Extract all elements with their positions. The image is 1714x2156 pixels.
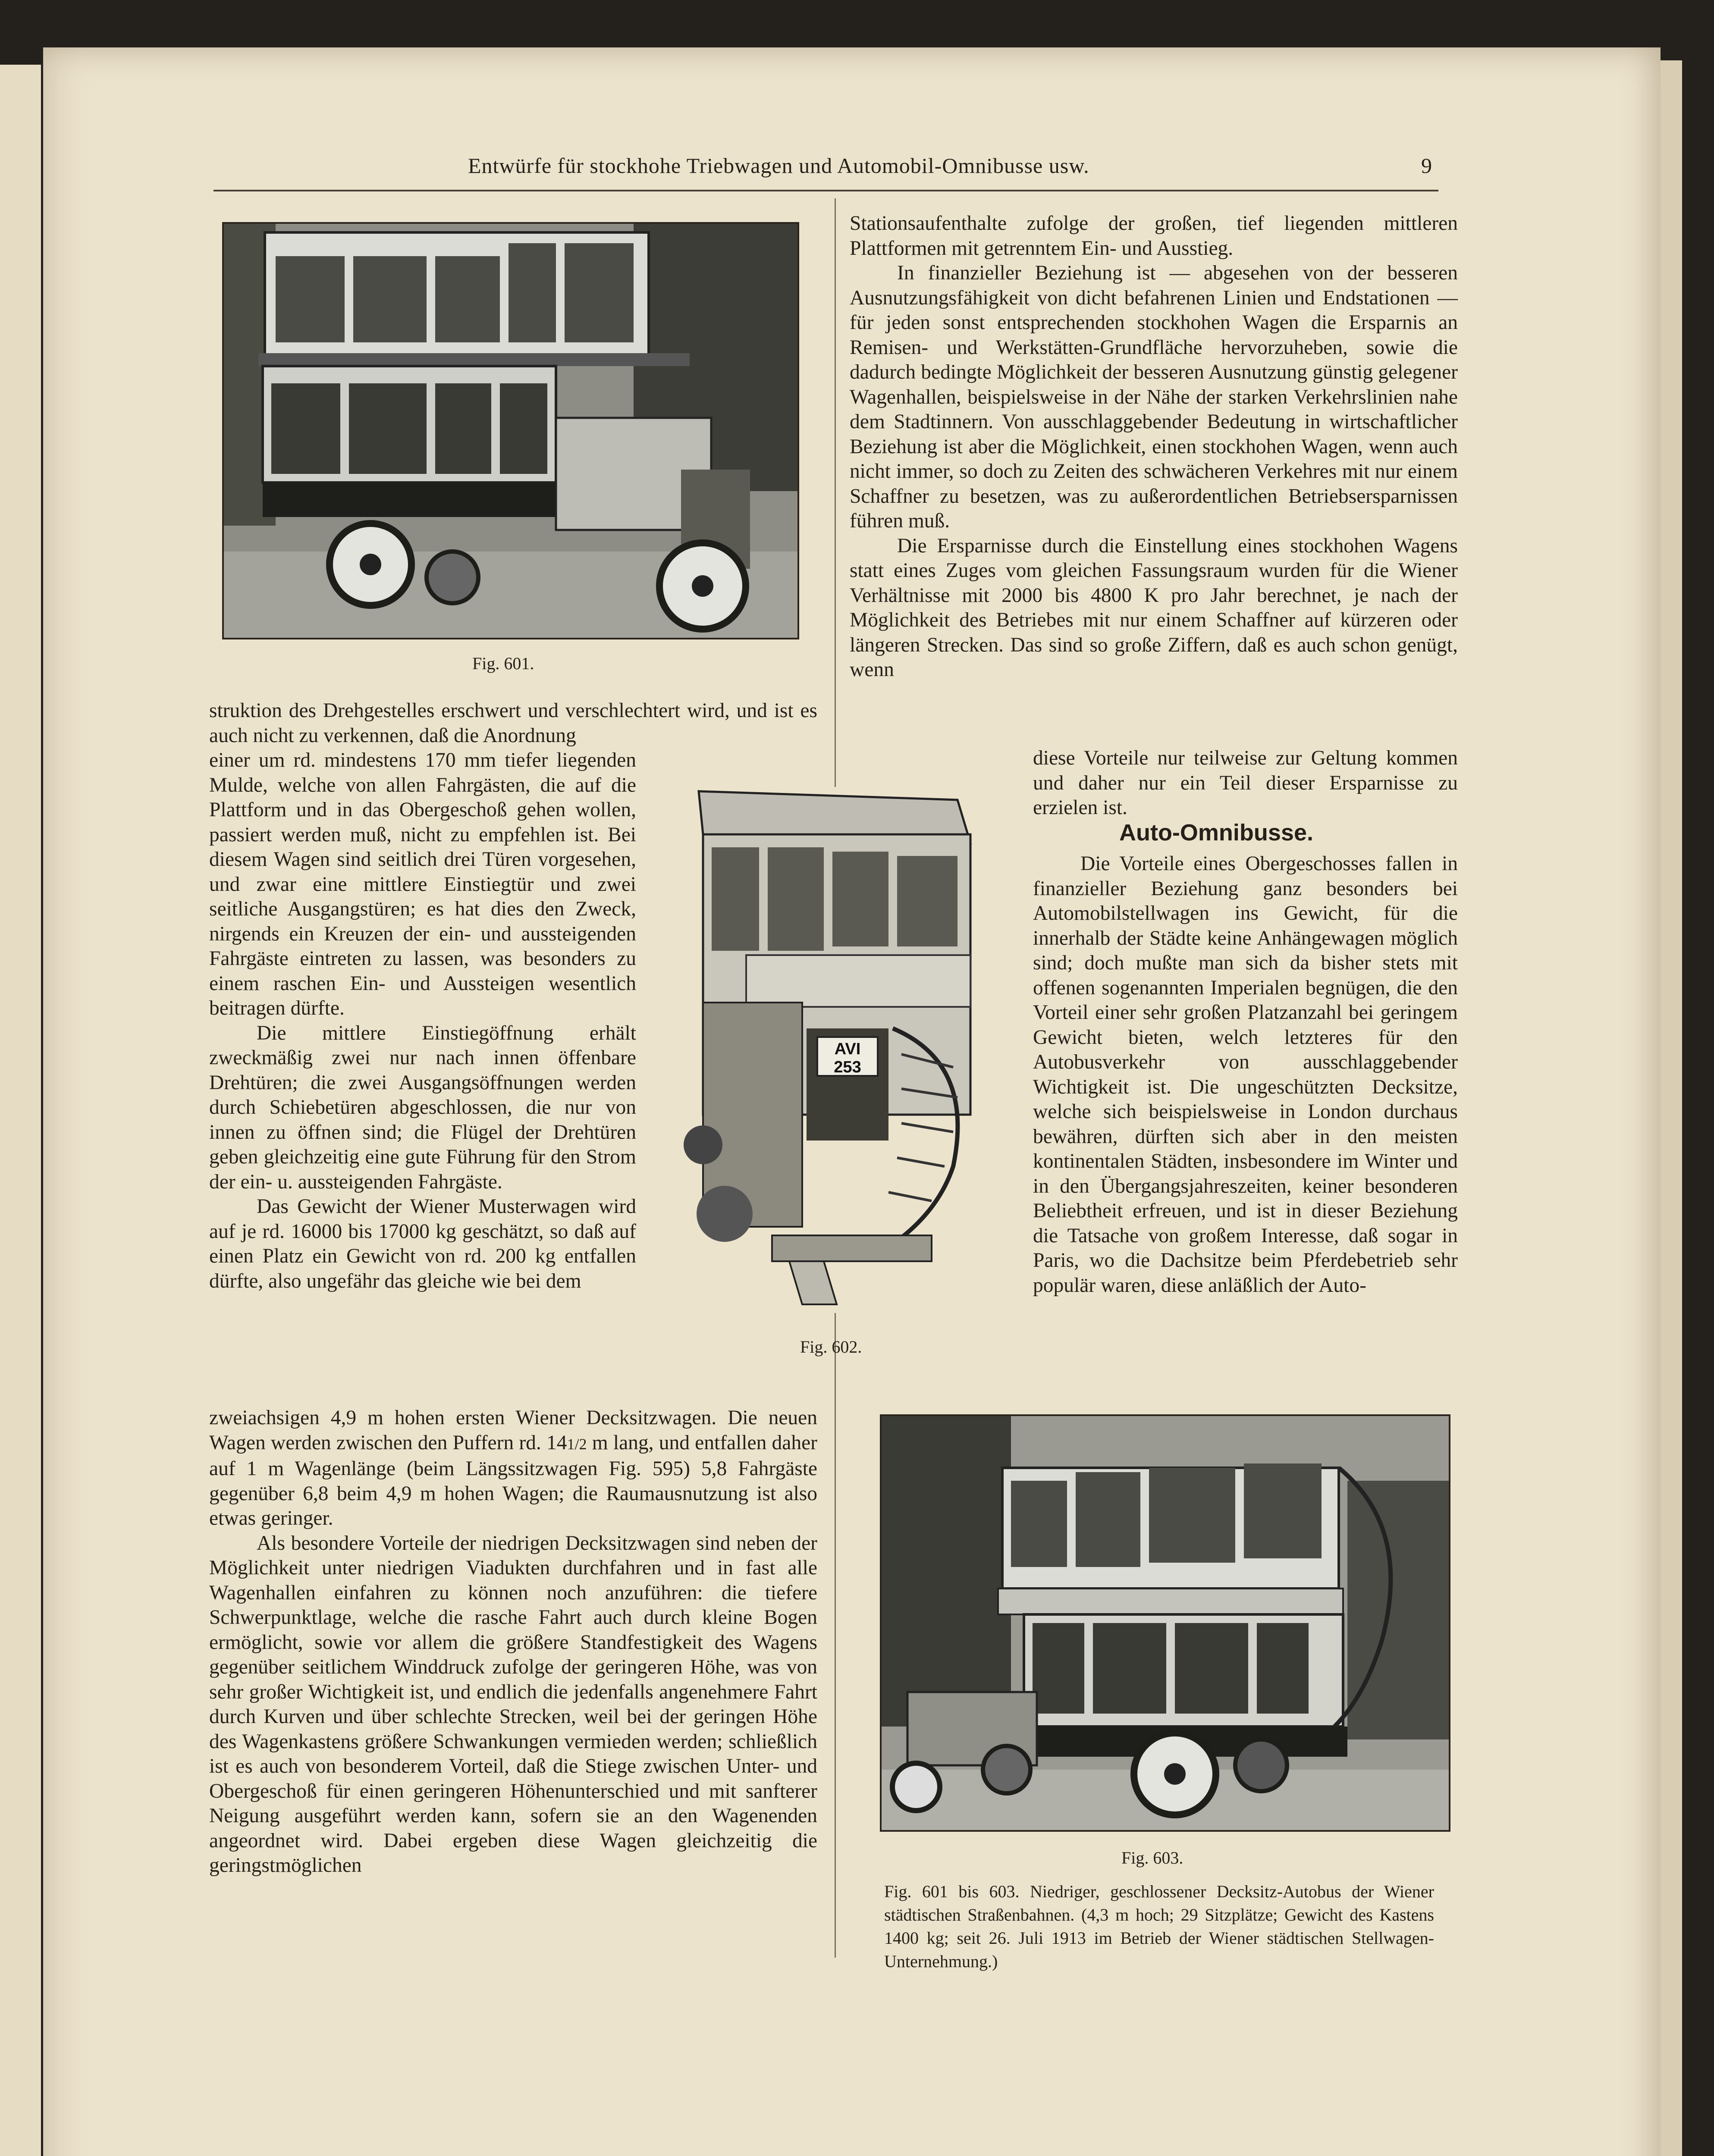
fraction: 1/2	[567, 1435, 587, 1453]
text-run: m lang, und entfallen daher auf 1 m Wagenlänge (beim Längssitzwagen Fig. 595) 5,8 Fahrgäste gegenüber 6,8 beim 4,9 m hohen Wagen; die Raumausnutzung ist also etwas geringer.	[209, 1431, 817, 1529]
left-top-paragraph	[209, 699, 817, 748]
bus-plate-line1: AVI	[834, 1040, 861, 1058]
double-decker-bus-side-view-icon	[224, 224, 797, 638]
page-number: 9	[1421, 154, 1432, 178]
left-bottom-column	[209, 1406, 817, 1878]
left-narrow-column	[209, 748, 636, 1294]
right-narrow-column	[1033, 852, 1458, 1298]
figure-603-photo	[880, 1414, 1450, 1832]
paragraph: diese Vorteile nur teilweise zur Geltung kommen und daher nur ein Teil dieser Ersparnisse zu erzielen ist.	[1033, 747, 1458, 819]
paragraph	[209, 1406, 817, 1531]
bus-plate-line2: 253	[834, 1058, 861, 1076]
text-run: zweiachsigen 4,9 m hohen ersten Wiener Decksitzwagen. Die neuen Wagen werden zwischen den Puffern rd. 14	[209, 1407, 817, 1454]
figure-602-label: Fig. 602.	[800, 1337, 862, 1357]
figure-601-photo	[222, 222, 799, 639]
paragraph: Die Vorteile eines Obergeschosses fallen in finanzieller Beziehung ganz besonders bei Automobilstellwagen ins Gewicht, für die innerhalb der Städte keine Anhängewagen möglich sind; doch mußte man sich da bisher stets mit offenen sogenannten Imperialen begnügen, die den Vorteil einer sehr großen Platzanzahl bei geringem Gewicht bieten, welch letzteres für den Autobusverkehr von ausschlaggebender Wichtigkeit ist. Die ungeschützten Decksitze, welche sich beispielsweise in London durchaus bewähren, dürften sich aber in den meisten kontinentalen Städten, insbesondere im Winter und in den Übergangsjahreszeiten, keiner besonderen Beliebtheit erfreuen, und ist in dieser Beziehung die Tatsache von großem Interesse, daß sogar in Paris, wo die Dachsitze beim Pferdebetrieb sehr populär waren, diese anläßlich der Auto-	[1033, 852, 1458, 1297]
section-heading: Auto-Omnibusse.	[1119, 820, 1313, 846]
paragraph: Als besondere Vorteile der niedrigen Decksitzwagen sind neben der Möglichkeit unter niedrigen Viadukten durchfahren und in fast alle Wagenhallen einfahren zu können noch anzuführen: die tiefere Schwerpunktlage, welche die rasche Fahrt auch durch kleine Bogen ermöglicht, sowie vor allem die größere Standfestigkeit des Wagens gegenüber seitlichem Winddruck zufolge der geringeren Höhe, was von sehr großer Wichtigkeit ist, und endlich die jedenfalls angenehmere Fahrt durch Kurven und über schlechte Strecken, weil bei der geringen Höhe des Wagenkastens größere Schwankungen vermieden werden; schließlich ist es auch von besonderem Vorteil, daß die Stiege zwischen Unter- und Obergeschoß für einen geringeren Höhenunterschied und mit sanfterer Neigung ausgeführt werden kann, sofern sie an den Wagenenden angeordnet wird. Dabei ergeben diese Wagen gleichzeitig die geringstmöglichen	[209, 1532, 817, 1877]
paragraph: Die Ersparnisse durch die Einstellung eines stockhohen Wagens statt eines Zuges vom gleichen Fassungsraum wurden für die Wiener Verhältnisse mit 2000 bis 4800 K pro Jahr berechnet, je nach der Möglichkeit des Betriebes mit nur einem Schaffner auf kürzeren oder längeren Strecken. Das sind so große Ziffern, daß es auch schon genügt, wenn	[850, 534, 1458, 681]
paragraph: Die mittlere Einstiegöffnung erhält zweckmäßig zwei nur nach innen öffenbare Drehtüren; die zwei Ausgangsöffnungen werden durch Schiebetüren abgeschlossen, die nur von innen zu öffnen sind; die Flügel der Drehtüren geben gleichzeitig eine gute Führung für den Strom der ein- u. aussteigenden Fahrgäste.	[209, 1022, 636, 1193]
paragraph: einer um rd. mindestens 170 mm tiefer liegenden Mulde, welche von allen Fahrgästen, die auf die Plattform und in das Obergeschoß gehen wollen, passiert werden muß, nicht zu empfehlen ist. Bei diesem Wagen sind seitlich drei Türen vorgesehen, und zwar eine mittlere Einstiegtür und zwei seitliche Ausgangstüren; es hat dies den Zweck, nirgends ein Kreuzen der ein- und aussteigenden Fahrgäste eintreten zu lassen, was besonders zu einem raschen Ein- und Aussteigen wesentlich beitragen dürfte.	[209, 749, 636, 1019]
figure-caption: Fig. 601 bis 603. Niedriger, geschlossener Decksitz-Autobus der Wiener städtischen Straßenbahnen. (4,3 m hoch; 29 Sitzplätze; Gewicht des Kastens 1400 kg; seit 26. Juli 1913 im Betrieb der Wiener städtischen Stellwagen-Unternehmung.)	[884, 1882, 1434, 1971]
figure-603-label: Fig. 603.	[1121, 1848, 1183, 1868]
running-title: Entwürfe für stockhohe Triebwagen und Automobil-Omnibusse usw.	[468, 154, 1089, 178]
figure-601-label: Fig. 601.	[472, 654, 534, 673]
right-narrow-column-top	[1033, 746, 1458, 821]
figure-602-photo	[677, 787, 988, 1313]
header-rule	[213, 190, 1438, 191]
paragraph: Das Gewicht der Wiener Musterwagen wird auf je rd. 16000 bis 17000 kg geschätzt, so daß auf einen Platz ein Gewicht von rd. 200 kg entfallen dürfte, also ungefähr das gleiche wie bei dem	[209, 1195, 636, 1292]
paragraph: Stationsaufenthalte zufolge der großen, tief liegenden mittleren Plattformen mit getrenntem Ein- und Ausstieg.	[850, 212, 1458, 260]
facing-page-edge	[0, 65, 41, 2156]
paragraph: struktion des Drehgestelles erschwert und verschlechtert wird, und ist es auch nicht zu verkennen, daß die Anordnung	[209, 699, 817, 747]
paragraph: In finanzieller Beziehung ist — abgesehen von der besseren Ausnutzungsfähigkeit von dicht befahrenen Linien und Endstationen — für jeden sonst entsprechenden stockhohen Wagen die Ersparnis an Remisen- und Werkstätten-Grundfläche hervorzuheben, sowie die dadurch bedingte Möglichkeit der besseren Ausnutzung günstig gelegener Wagenhallen, beispielsweise in der Nähe der starken Verkehrslinien nahe dem Stadtinnern. Von ausschlaggebender Bedeutung in wirtschaftlicher Beziehung ist aber die Möglichkeit, einen stockhohen Wagen, wenn auch nicht immer, so doch zu Zeiten des schwächeren Verkehres mit nur einem Schaffner zu besetzen, was zu außerordentlichen Betriebsersparnissen führen muß.	[850, 262, 1458, 532]
right-top-column	[850, 211, 1458, 683]
